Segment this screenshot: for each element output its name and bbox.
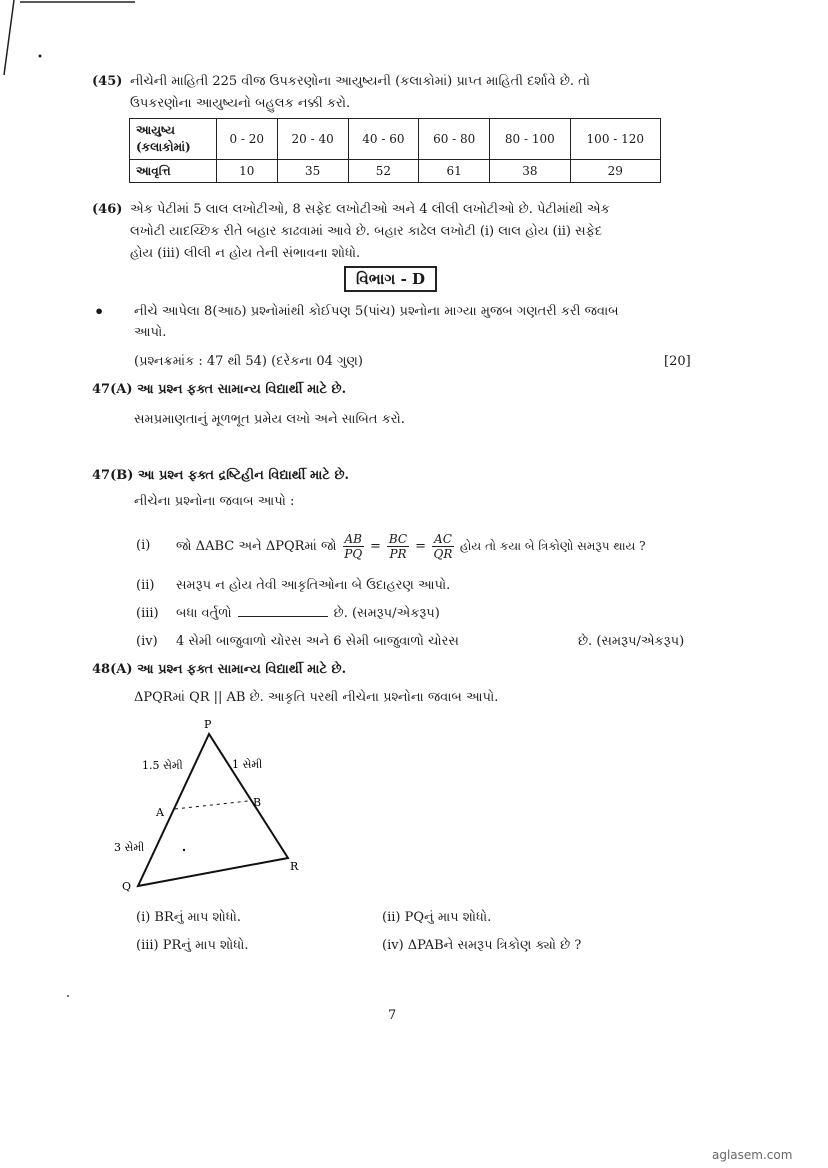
q47b-i-number: (i) (136, 538, 151, 553)
q47b-iii-number: (iii) (136, 606, 159, 621)
q47b-i-prefix: જો ΔABC અને ΔPQRમાં જો (176, 538, 337, 554)
frequency-value: 35 (277, 160, 348, 183)
question-range: (પ્રશ્નક્રમાંક : 47 થી 54) (દરેકના 04 ગુણ) (134, 354, 363, 369)
q47b-i-suffix: હોય તો કયા બે ત્રિકોણો સમરૂપ થાય ? (459, 538, 646, 553)
class-interval: 100 - 120 (570, 119, 660, 160)
q47b-ii-text: સમરૂપ ન હોય તેવી આકૃતિઓના બે ઉદાહરણ આપો. (176, 578, 451, 593)
frequency-value: 52 (348, 160, 419, 183)
fraction-ab-pq: $\frac{AB}{PQ}$ (344, 531, 363, 561)
class-interval: 20 - 40 (277, 119, 348, 160)
point-a-label: A (156, 806, 164, 819)
q47b-ii-number: (ii) (136, 578, 155, 593)
q45-frequency-table (129, 118, 661, 183)
segment-ab (175, 801, 248, 809)
page-number: 7 (388, 1008, 397, 1023)
q47b-iv-number: (iv) (136, 634, 158, 649)
class-interval: 0 - 20 (216, 119, 277, 160)
q47a-heading: 47(A) આ પ્રશ્ન ફક્ત સામાન્ય વિદ્યાર્થી માટે છે. (92, 382, 347, 397)
q47b-iii-prefix: બધા વર્તુળો (176, 606, 232, 621)
q48a-heading: 48(A) આ પ્રશ્ન ફક્ત સામાન્ય વિદ્યાર્થી માટે છે. (92, 662, 347, 677)
q47b-iii-suffix: છે. (સમરૂપ/એકરૂપ) (333, 606, 440, 621)
equals-sign: = (415, 538, 427, 554)
watermark: aglasem.com (712, 1148, 793, 1162)
answer-blank (238, 616, 328, 617)
class-interval: 60 - 80 (419, 119, 490, 160)
q47b-iv-text: 4 સેમી બાજુવાળો ચોરસ અને 6 સેમી બાજુવાળો ચોરસ (176, 634, 459, 649)
scan-margin-marks (0, 0, 140, 80)
equals-sign: = (369, 538, 381, 554)
q46-number: (46) (92, 202, 123, 217)
length-pb-label: 1 સેમી (232, 758, 263, 771)
q46-text-line3: હોય (iii) લીલી ન હોય તેની સંભાવના શોધો. (130, 246, 361, 261)
q45-text-line2: ઉપકરણોના આયુષ્યનો બહુલક નક્કી કરો. (130, 96, 351, 111)
table-row-label-age: આયુષ્ય (કલાકોમાં) (130, 119, 217, 160)
section-d-heading: વિભાગ - D (344, 266, 437, 292)
frequency-value: 61 (419, 160, 490, 183)
vertex-r-label: R (290, 860, 299, 873)
table-row-label-frequency: આવૃત્તિ (130, 160, 217, 183)
triangle-pqr-figure (100, 708, 340, 898)
class-interval: 80 - 100 (490, 119, 571, 160)
section-marks: [20] (664, 354, 691, 369)
class-interval: 40 - 60 (348, 119, 419, 160)
q47b-heading: 47(B) આ પ્રશ્ન ફક્ત દ્રષ્ટિહીન વિદ્યાર્થી માટે છે. (92, 468, 350, 483)
instruction-line1: નીચે આપેલા 8(આઠ) પ્રશ્નોમાંથી કોઈપણ 5(પાંચ) પ્રશ્નોના માગ્યા મુજબ ગણતરી કરી જવાબ (134, 304, 619, 319)
q48a-i: (i) BRનું માપ શોધો. (136, 910, 241, 925)
frequency-value: 29 (570, 160, 660, 183)
instruction-bullet: • (94, 302, 105, 321)
scan-speck (60, 990, 80, 1010)
fraction-bc-pr: $\frac{BC}{PR}$ (388, 531, 408, 561)
q47b-iii-row (176, 606, 440, 621)
point-b-label: B (253, 796, 262, 809)
q47b-intro: નીચેના પ્રશ્નોના જવાબ આપો : (134, 494, 295, 509)
q48a-iii: (iii) PRનું માપ શોધો. (136, 938, 249, 953)
q45-text-line1: નીચેની માહિતી 225 વીજ ઉપકરણોના આયુષ્યની (કલાકોમાં) પ્રાપ્ત માહિતી દર્શાવે છે. તો (130, 74, 591, 89)
q48a-iv: (iv) ΔPABને સમરૂપ ત્રિકોણ ક્યો છે ? (382, 938, 582, 953)
q48a-text: ΔPQRમાં QR || AB છે. આકૃતિ પરથી નીચેના પ્રશ્નોના જવાબ આપો. (134, 690, 499, 705)
q47a-text: સમપ્રમાણતાનું મૂળભૂત પ્રમેય લખો અને સાબિત કરો. (134, 412, 405, 427)
fraction-ac-qr: $\frac{AC}{QR}$ (433, 531, 453, 561)
length-aq-label: 3 સેમી (114, 841, 145, 854)
vertex-p-label: P (204, 718, 212, 731)
q45-number: (45) (92, 74, 123, 89)
frequency-value: 38 (490, 160, 571, 183)
q46-text-line1: એક પેટીમાં 5 લાલ લખોટીઓ, 8 સફેદ લખોટીઓ અને 4 લીલી લખોટીઓ છે. પેટીમાંથી એક (130, 202, 610, 217)
q48a-ii: (ii) PQનું માપ શોધો. (382, 910, 492, 925)
vertex-q-label: Q (122, 880, 132, 893)
q47b-i-row (176, 526, 646, 566)
q46-text-line2: લખોટી યાદચ્છિક રીતે બહાર કાઢવામાં આવે છે. બહાર કાઢેલ લખોટી (i) લાલ હોય (ii) સફેદ (130, 224, 603, 239)
q47b-iv-options: છે. (સમરૂપ/એકરૂપ) (578, 634, 685, 649)
length-pa-label: 1.5 સેમી (142, 759, 183, 772)
instruction-line2: આપો. (134, 325, 167, 340)
frequency-value: 10 (216, 160, 277, 183)
